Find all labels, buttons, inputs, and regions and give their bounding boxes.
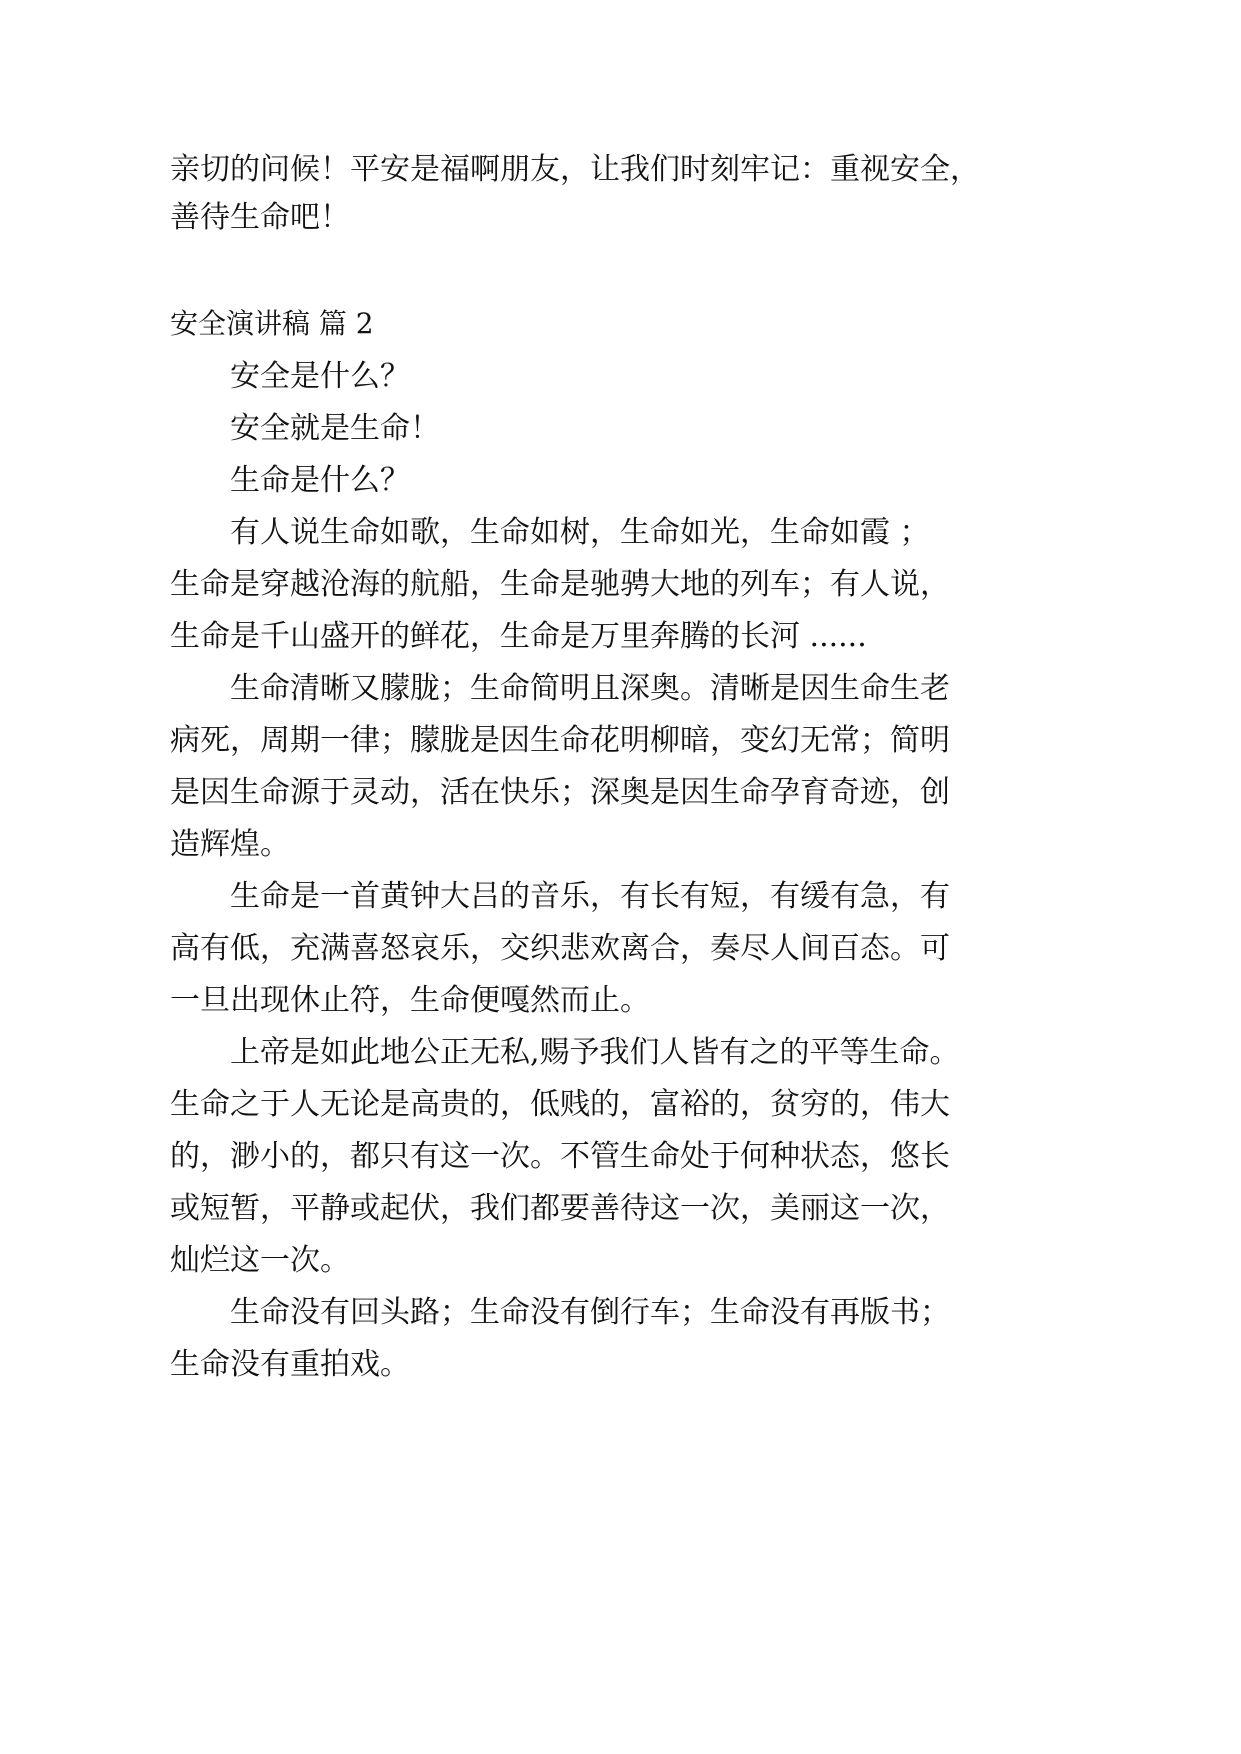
paragraph-line: 生命是什么？ bbox=[230, 463, 410, 498]
paragraph-line: 生命是千山盛开的鲜花，生命是万里奔腾的长河 ...... bbox=[170, 619, 867, 654]
paragraph-line: 或短暂，平静或起伏，我们都要善待这一次，美丽这一次， bbox=[170, 1191, 950, 1226]
paragraph-line: 一旦出现休止符，生命便嘎然而止。 bbox=[170, 983, 650, 1018]
paragraph-line: 生命清晰又朦胧；生命简明且深奥。清晰是因生命生老 bbox=[230, 671, 950, 706]
paragraph-line: 病死，周期一律；朦胧是因生命花明柳暗，变幻无常；简明 bbox=[170, 723, 950, 758]
paragraph-line: 生命是一首黄钟大吕的音乐，有长有短，有缓有急，有 bbox=[230, 879, 950, 914]
paragraph-line: 生命没有回头路；生命没有倒行车；生命没有再版书； bbox=[230, 1295, 950, 1330]
paragraph-line: 上帝是如此地公正无私,赐予我们人皆有之的平等生命。 bbox=[230, 1035, 960, 1070]
paragraph-line: 生命之于人无论是高贵的，低贱的，富裕的，贫穷的，伟大 bbox=[170, 1087, 950, 1122]
paragraph-line: 安全是什么？ bbox=[230, 359, 410, 394]
intro-line-2: 善待生命吧！ bbox=[170, 200, 350, 235]
paragraph-line: 是因生命源于灵动，活在快乐；深奥是因生命孕育奇迹，创 bbox=[170, 775, 950, 810]
paragraph-line: 造辉煌。 bbox=[170, 827, 290, 862]
paragraph-line: 安全就是生命！ bbox=[230, 411, 440, 446]
intro-line-1: 亲切的问候！平安是福啊朋友，让我们时刻牢记：重视安全， bbox=[170, 152, 980, 187]
paragraph-line: 生命没有重拍戏。 bbox=[170, 1347, 410, 1382]
paragraph-line: 高有低，充满喜怒哀乐，交织悲欢离合，奏尽人间百态。可 bbox=[170, 931, 950, 966]
paragraph-line: 的，渺小的，都只有这一次。不管生命处于何种状态，悠长 bbox=[170, 1139, 950, 1174]
paragraph-line: 灿烂这一次。 bbox=[170, 1243, 350, 1278]
paragraph-line: 有人说生命如歌，生命如树，生命如光，生命如霞 ； bbox=[230, 515, 930, 550]
paragraph-line: 生命是穿越沧海的航船，生命是驰骋大地的列车；有人说， bbox=[170, 567, 950, 602]
section-title: 安全演讲稿 篇 2 bbox=[170, 307, 374, 340]
